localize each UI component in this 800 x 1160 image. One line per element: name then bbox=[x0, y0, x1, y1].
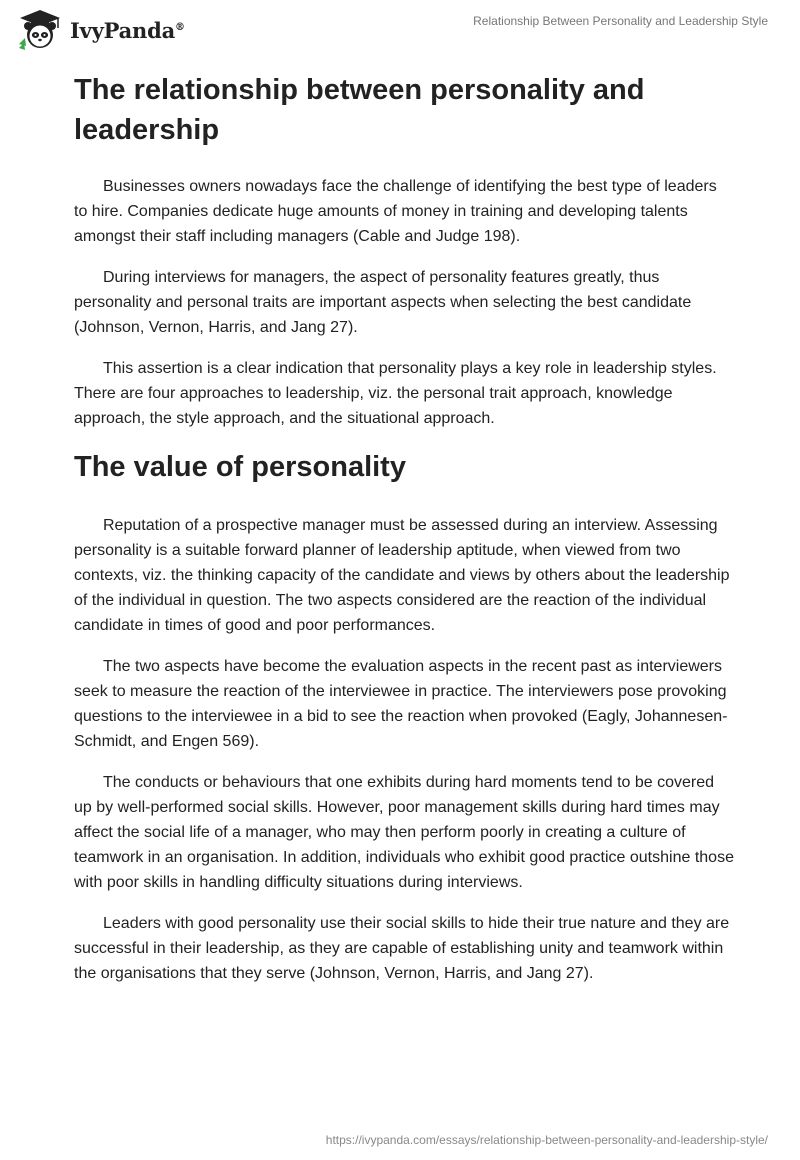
paragraph: This assertion is a clear indication that personality plays a key role in leadership styles. There are four approaches to leadership, viz. the personal trait approach, knowledge approach, the style approach, and the situational approach. bbox=[74, 360, 717, 427]
article-body bbox=[74, 70, 734, 1002]
section-heading: The relationship between personality and leadership bbox=[74, 74, 645, 146]
source-url-link[interactable]: https://ivypanda.com/essays/relationship-between-personality-and-leadership-style/ bbox=[325, 1133, 768, 1147]
paragraph: Leaders with good personality use their social skills to hide their true nature and they are successful in their leadership, as they are capable of establishing unity and teamwork within the organisations that they serve (Johnson, Vernon, Harris, and Jang 27). bbox=[74, 915, 730, 982]
paragraph: During interviews for managers, the aspect of personality features greatly, thus personality and personal traits are important aspects when selecting the best candidate (Johnson, Vernon, Harris, and Jang 27). bbox=[74, 269, 692, 336]
paragraph: The two aspects have become the evaluation aspects in the recent past as interviewers seek to measure the reaction of the interviewee in practice. The interviewers pose provoking questions to the interviewee in a bid to see the reaction when provoked (Eagly, Johannesen-Schmidt, and Engen 569). bbox=[74, 658, 728, 750]
brand-name: IvyPanda® bbox=[70, 17, 185, 43]
section-value-of-personality bbox=[74, 447, 734, 986]
panda-graduate-icon bbox=[16, 8, 64, 52]
paragraph: Reputation of a prospective manager must be assessed during an interview. Assessing personality is a suitable forward planner of leadership aptitude, when viewed from two contexts, viz. the thinking capacity of the candidate and views by others about the leadership of the individual in question. The two aspects considered are the reaction of the individual candidate in times of good and poor performances. bbox=[74, 517, 730, 634]
page-header bbox=[0, 0, 800, 60]
section-heading: The value of personality bbox=[74, 451, 406, 483]
brand-logo[interactable] bbox=[16, 8, 185, 52]
paragraph: The conducts or behaviours that one exhibits during hard moments tend to be covered up by well-performed social skills. However, poor management skills during hard times may affect the social life of a manager, who may then perform poorly in creating a culture of teamwork in an organisation. In addition, individuals who exhibit good practice outshine those with poor skills in handling difficulty situations during interviews. bbox=[74, 774, 734, 891]
section-relationship bbox=[74, 70, 734, 431]
paragraph: Businesses owners nowadays face the challenge of identifying the best type of leaders to hire. Companies dedicate huge amounts of money in training and developing talents amongst their staff including managers (Cable and Judge 198). bbox=[74, 178, 717, 245]
document-title: Relationship Between Personality and Leadership Style bbox=[473, 14, 768, 28]
